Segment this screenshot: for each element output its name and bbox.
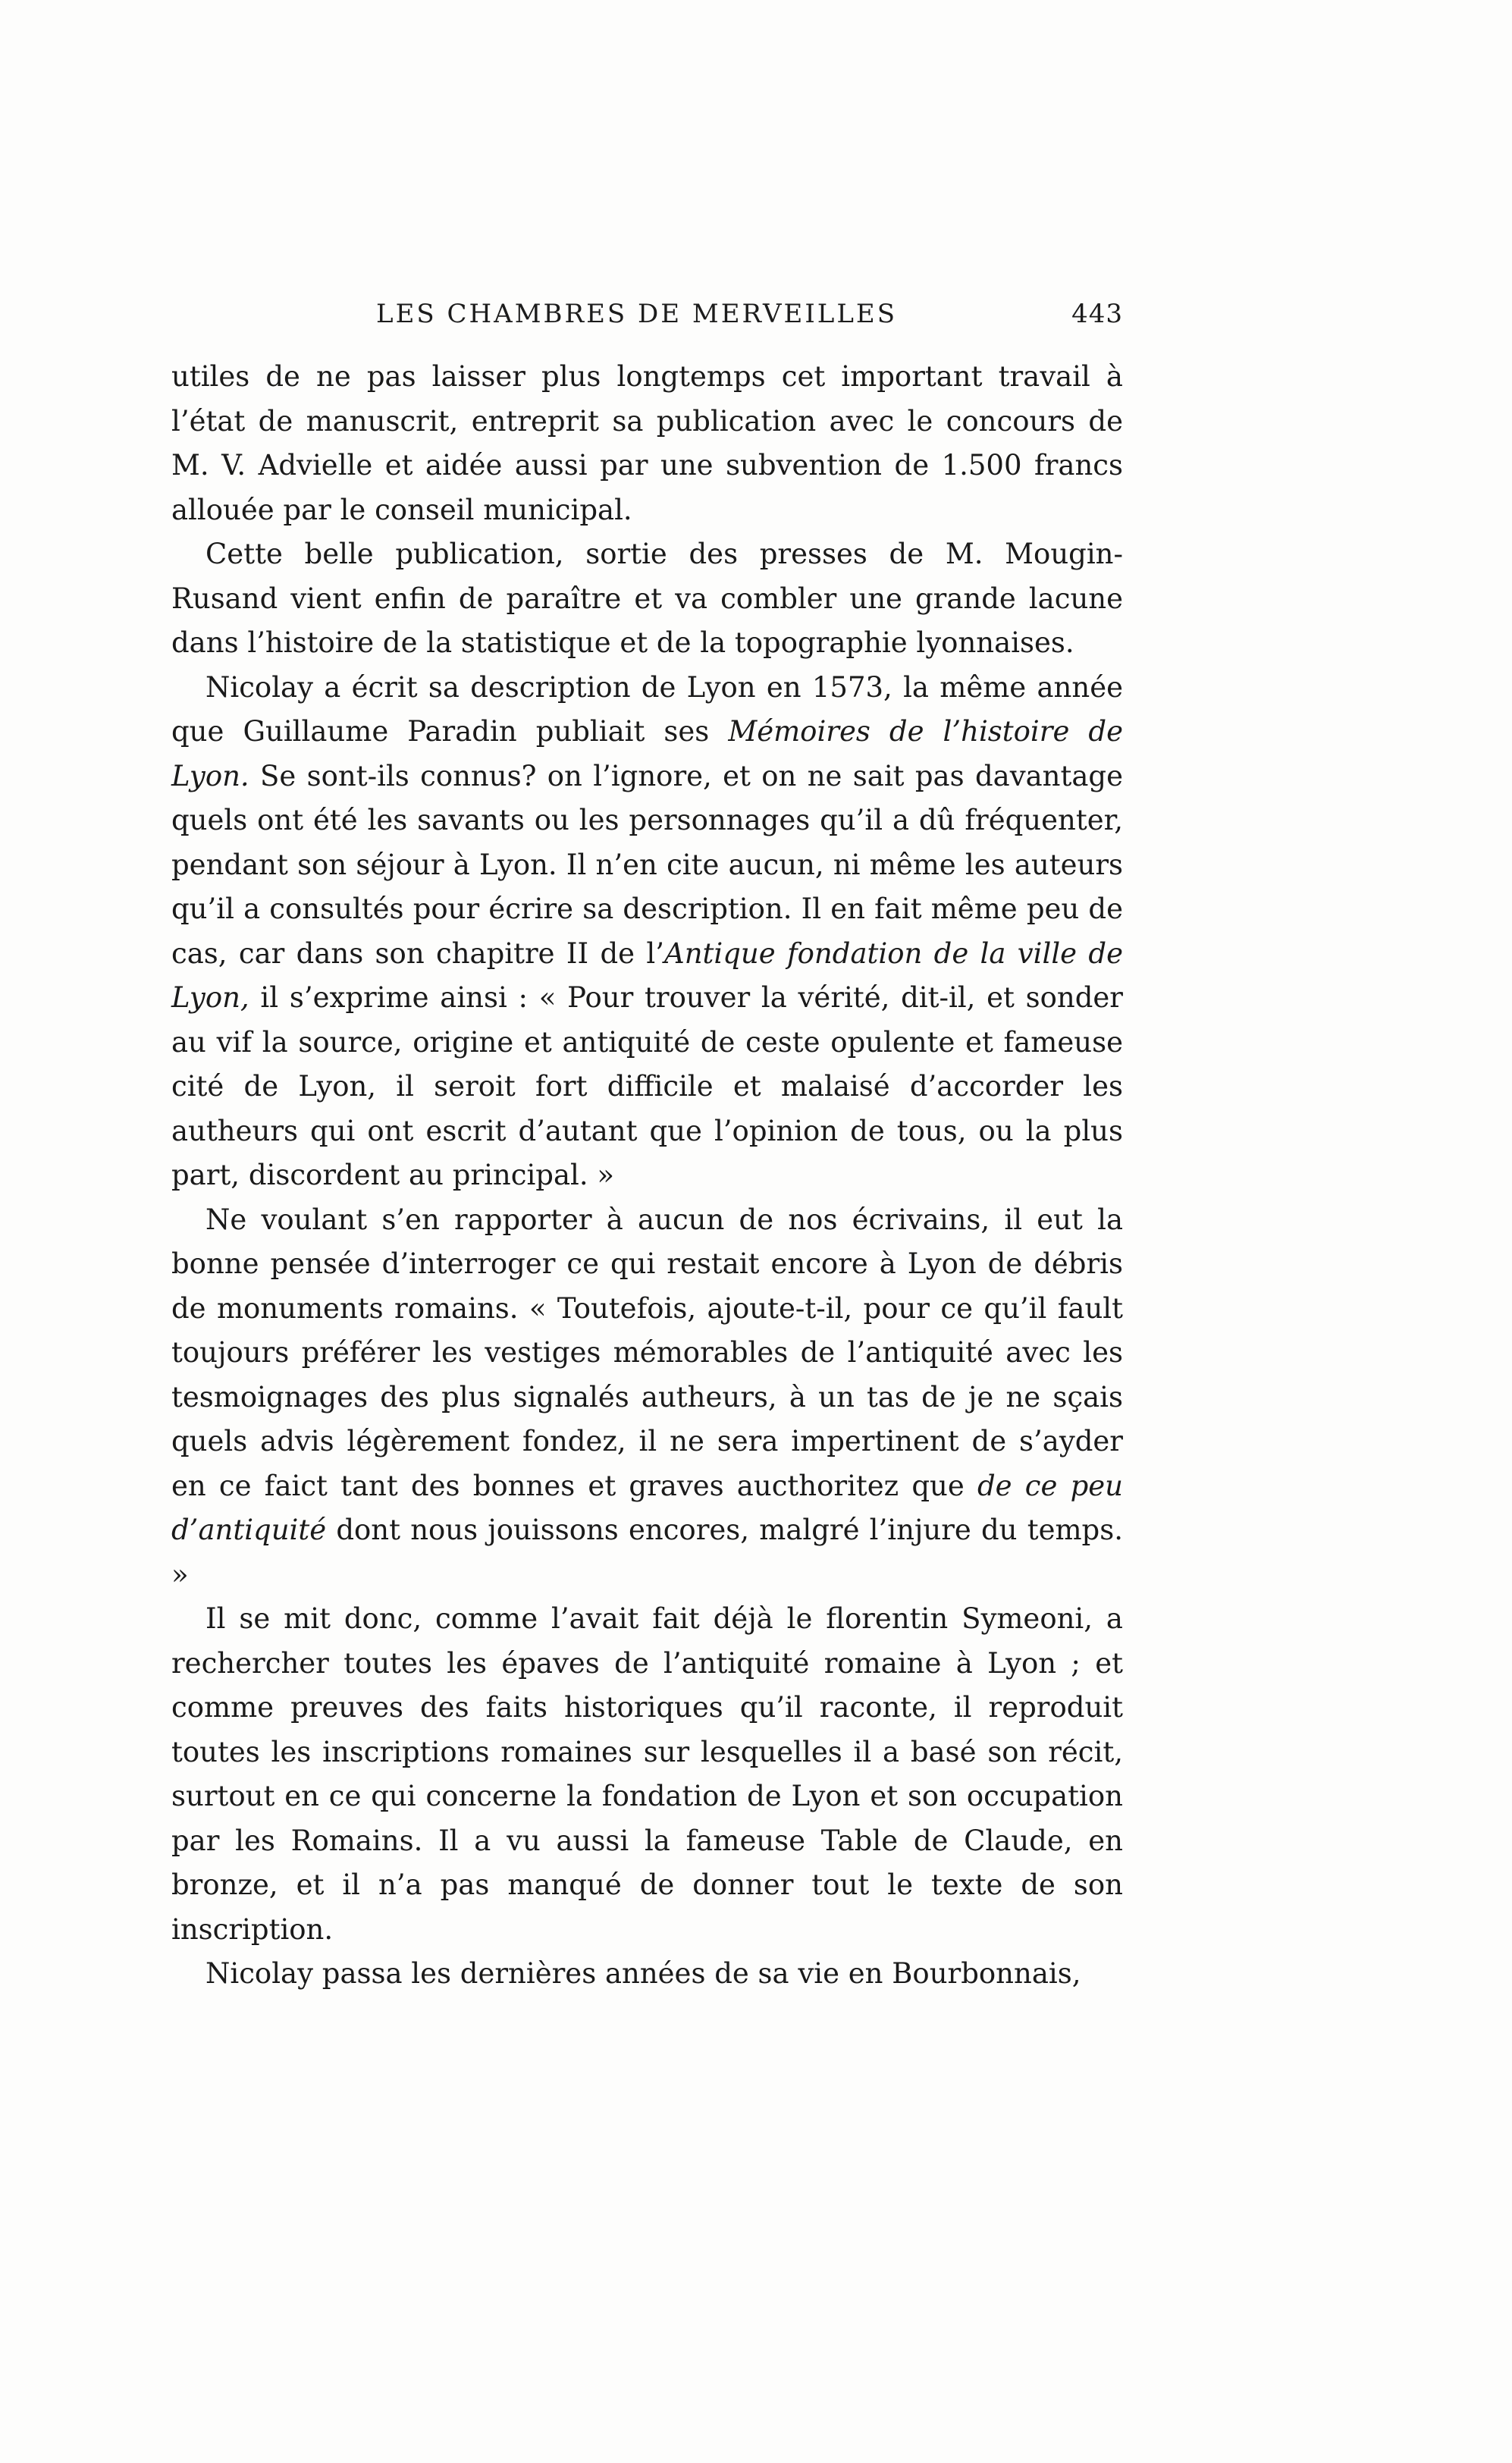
paragraph-6-text: Nicolay passa les dernières années de sa vie en Bourbonnais, — [205, 1957, 1081, 1990]
running-title: LES CHAMBRES DE MERVEILLES — [376, 299, 898, 329]
paragraph-3-italic-title-b: Antique fondation de la ville de Lyon, — [171, 937, 1123, 1014]
paragraph-5-text: Il se mit donc, comme l’avait fait déjà le florentin Symeoni, a rechercher toutes les épaves de l’antiquité romaine à Lyon ; et comme preuves des faits historiques qu’il raconte, il reproduit toutes les inscriptions romaines sur lesquelles il a basé son récit, surtout en ce qui concerne la fondation de Lyon et son occupation par les Romains. Il a vu aussi la fameuse Table de Claude, en bronze, et il n’a pas manqué de donner tout le texte de son inscription. — [171, 1602, 1123, 1946]
paragraph-3-text-a: Nicolay a écrit sa description de Lyon en 1573, la même année que Guillaume Paradin publiait ses — [171, 670, 1123, 748]
paragraph-4-italic-phrase: de ce peu d’antiquité — [171, 1469, 1123, 1546]
page-number: 443 — [1071, 299, 1123, 329]
paragraph-2 — [171, 532, 1123, 666]
paragraph-1-text: utiles de ne pas laisser plus longtemps cet important travail à l’état de manuscrit, entreprit sa publication avec le concours de M. V. Advielle et aidée aussi par une subvention de 1.500 francs allouée par le conseil municipal. — [171, 360, 1123, 526]
body-text — [171, 355, 1123, 1997]
paragraph-4 — [171, 1198, 1123, 1598]
paragraph-3-text-b: Se sont-ils connus? on l’ignore, et on ne sait pas davantage quels ont été les savants ou les personnages qu’il a dû fréquenter, pendant son séjour à Lyon. Il n’en cite aucun, ni même les auteurs qu’il a consultés pour écrire sa description. Il en fait même peu de cas, car dans son chapitre II de l’ — [171, 759, 1123, 970]
page-header — [376, 299, 1123, 337]
paragraph-6 — [171, 1952, 1123, 1997]
paragraph-1 — [171, 355, 1123, 532]
paragraph-5 — [171, 1597, 1123, 1952]
paragraph-3-italic-title-a: Mémoires de l’histoire de Lyon. — [171, 715, 1123, 792]
paragraph-3-text-c: il s’exprime ainsi : « Pour trouver la vérité, dit-il, et sonder au vif la source, origine et antiquité de ceste opulente et fameuse cité de Lyon, il seroit fort difficile et malaisé d’accorder les autheurs qui ont escrit d’autant que l’opinion de tous, ou la plus part, discordent au principal. » — [171, 981, 1123, 1191]
paragraph-3 — [171, 666, 1123, 1198]
paragraph-4-text-b: dont nous jouissons encores, malgré l’injure du temps. » — [171, 1514, 1123, 1591]
paragraph-4-text-a: Ne voulant s’en rapporter à aucun de nos écrivains, il eut la bonne pensée d’interroger ce qui restait encore à Lyon de débris de monuments romains. « Toutefois, ajoute-t-il, pour ce qu’il fault toujours préférer les vestiges mémorables de l’antiquité avec les tesmoignages des plus signalés autheurs, à un tas de je ne sçais quels advis légèrement fondez, il ne sera impertinent de s’ayder en ce faict tant des bonnes et graves aucthoritez que — [171, 1203, 1123, 1502]
paragraph-2-text: Cette belle publication, sortie des presses de M. Mougin-Rusand vient enfin de paraître et va combler une grande lacune dans l’histoire de la statistique et de la topographie lyonnaises. — [171, 538, 1123, 659]
